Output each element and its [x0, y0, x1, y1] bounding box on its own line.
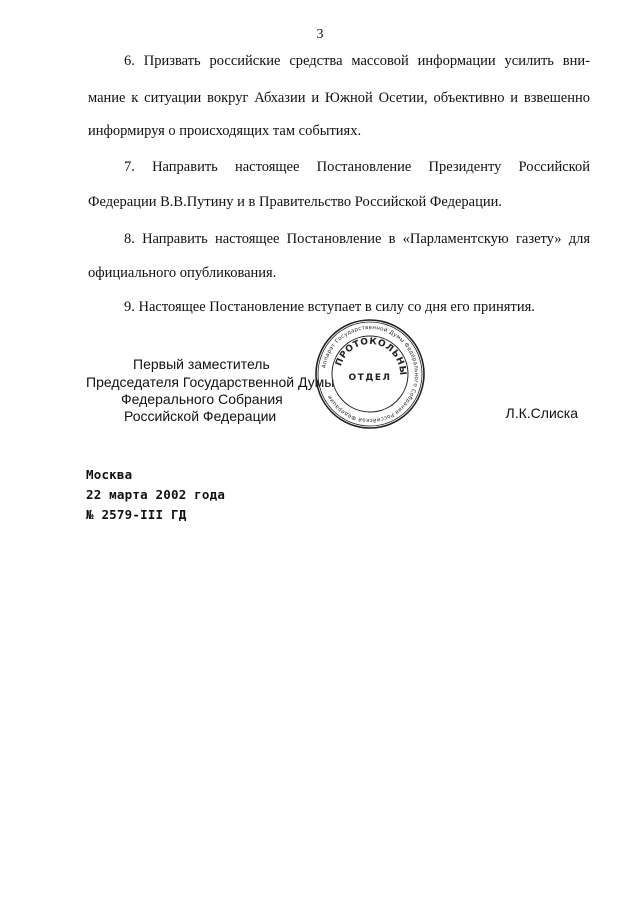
paragraph-8-line-1: 8. Направить настоящее Постановление в «Парламентскую газету» для: [124, 231, 590, 247]
signature-title-line-4: Российской Федерации: [124, 408, 277, 424]
signature-title-line-1: Первый заместитель: [133, 356, 270, 372]
paragraph-6-line-2: мание к ситуации вокруг Абхазии и Южной Осетии, объективно и взвешенно: [88, 90, 590, 106]
seal-inner-text: ПРОТОКОЛЬНЫ: [334, 336, 408, 377]
paragraph-9-line-1: 9. Настоящее Постановление вступает в силу со дня его принятия.: [124, 299, 535, 315]
seal-center-text: ОТДЕЛ: [348, 373, 392, 383]
paragraph-6-line-3: информируя о происходящих там событиях.: [88, 123, 362, 139]
seal-outer-text: Аппарат Государственной Думы Федерального Собрания Российской Федерации: [321, 324, 420, 424]
footer-city: Москва: [86, 467, 133, 482]
signer-name: Л.К.Слиска: [505, 405, 578, 421]
official-seal: [314, 318, 426, 430]
page-number: 3: [316, 27, 324, 42]
footer-date: 22 марта 2002 года: [86, 487, 226, 502]
paragraph-8-line-2: официального опубликования.: [88, 265, 277, 281]
signature-title-line-2: Председателя Государственной Думы: [86, 374, 335, 390]
paragraph-7-line-2: Федерации В.В.Путину и в Правительство Российской Федерации.: [88, 194, 502, 210]
paragraph-7-line-1: 7. Направить настоящее Постановление Президенту Российской: [124, 159, 590, 175]
seal-stamp-icon: [314, 318, 426, 430]
paragraph-6-line-1: 6. Призвать российские средства массовой информации усилить вни-: [124, 53, 590, 69]
signature-title-line-3: Федерального Собрания: [121, 391, 283, 407]
footer-document-number: № 2579-III ГД: [86, 507, 187, 522]
document-footer: [86, 465, 225, 525]
